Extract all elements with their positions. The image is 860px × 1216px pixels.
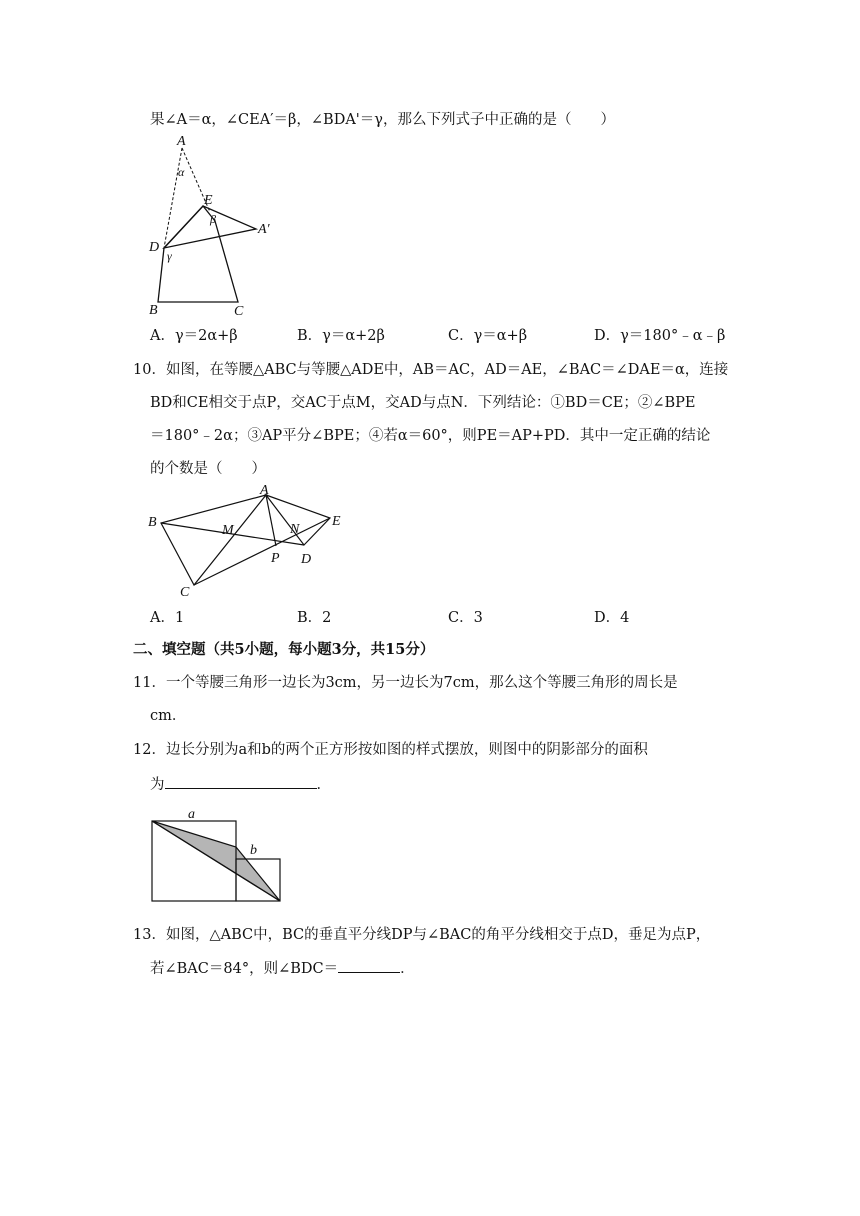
q9-label-gamma: γ bbox=[167, 249, 172, 263]
q9-de-segment bbox=[164, 206, 215, 248]
q10-label-n: N bbox=[290, 522, 300, 537]
q10-option-a: A．1 bbox=[150, 610, 185, 626]
section-2-heading: 二、填空题（共5小题，每小题3分，共15分） bbox=[133, 641, 435, 658]
q9-label-beta: β bbox=[210, 212, 216, 226]
q9-label-d: D bbox=[149, 240, 160, 255]
q10-line-3: ＝180°﹣2α；③AP平分∠BPE；④若α＝60°，则PE＝AP+PD．其中一定正确的结论 bbox=[150, 428, 711, 444]
q10-label-d: D bbox=[301, 552, 312, 567]
q9-label-b: B bbox=[149, 303, 158, 317]
q12-line-2-prefix: 为 bbox=[150, 777, 165, 793]
q10-line-1: 10．如图，在等腰△ABC与等腰△ADE中，AB＝AC，AD＝AE，∠BAC＝∠DAE＝α，连接 bbox=[133, 362, 729, 378]
q9-option-d: D．γ＝180°﹣α﹣β bbox=[594, 328, 726, 344]
q12-diagonal bbox=[152, 821, 280, 901]
q10-option-d: D．4 bbox=[594, 610, 630, 626]
q9-label-a: A bbox=[177, 134, 186, 149]
q13-line-1: 13．如图，△ABC中，BC的垂直平分线DP与∠BAC的角平分线相交于点D，垂足为点P， bbox=[133, 927, 711, 943]
q10-line-4: 的个数是（ ） bbox=[150, 461, 266, 477]
q12-line-1: 12．边长分别为a和b的两个正方形按如图的样式摆放，则图中的阴影部分的面积 bbox=[133, 742, 648, 758]
q9-line-1: 果∠A＝α，∠CEA′＝β，∠BDA'＝γ，那么下列式子中正确的是（ ） bbox=[150, 112, 615, 128]
q9-option-c: C．γ＝α+β bbox=[448, 328, 528, 344]
q9-label-c: C bbox=[234, 304, 244, 317]
q11-line-1: 11．一个等腰三角形一边长为3cm，另一边长为7cm，那么这个等腰三角形的周长是 bbox=[133, 675, 678, 691]
q13-line-2-prefix: 若∠BAC＝84°，则∠BDC＝ bbox=[150, 961, 339, 977]
q9-label-alpha: α bbox=[178, 165, 185, 179]
q13-answer-blank bbox=[338, 958, 400, 973]
q9-label-e: E bbox=[204, 193, 213, 208]
q10-triangle-abc bbox=[161, 495, 266, 585]
q13-line-2 bbox=[150, 958, 415, 979]
q12-answer-blank bbox=[165, 774, 317, 789]
q10-figure bbox=[140, 483, 360, 598]
q10-segment-ap bbox=[266, 495, 276, 546]
q12-figure bbox=[140, 805, 290, 905]
q12-label-a: a bbox=[188, 807, 195, 822]
q10-label-b: B bbox=[148, 515, 157, 530]
q10-label-p: P bbox=[271, 551, 280, 566]
q10-line-2: BD和CE相交于点P，交AC于点M，交AD与点N．下列结论：①BD＝CE；②∠BPE bbox=[150, 395, 696, 411]
q10-option-b: B．2 bbox=[297, 610, 332, 626]
q9-option-a: A．γ＝2α+β bbox=[150, 328, 238, 344]
q13-line-2-suffix: ． bbox=[400, 961, 415, 977]
q11-line-2: cm． bbox=[150, 708, 187, 724]
q9-option-b: B．γ＝α+2β bbox=[297, 328, 385, 344]
q10-label-m: M bbox=[222, 523, 234, 538]
q10-label-e: E bbox=[332, 514, 341, 529]
q9-label-a-prime: A′ bbox=[258, 222, 270, 237]
q10-triangle-ade bbox=[266, 495, 330, 545]
q10-label-c: C bbox=[180, 585, 190, 598]
q12-line-2 bbox=[150, 774, 331, 795]
q10-label-a: A bbox=[260, 483, 269, 498]
q9-dashed-ad bbox=[164, 148, 182, 248]
q9-figure bbox=[140, 132, 290, 317]
q12-line-2-suffix: ． bbox=[316, 777, 331, 793]
q12-label-b: b bbox=[250, 843, 257, 858]
q10-option-c: C．3 bbox=[448, 610, 483, 626]
